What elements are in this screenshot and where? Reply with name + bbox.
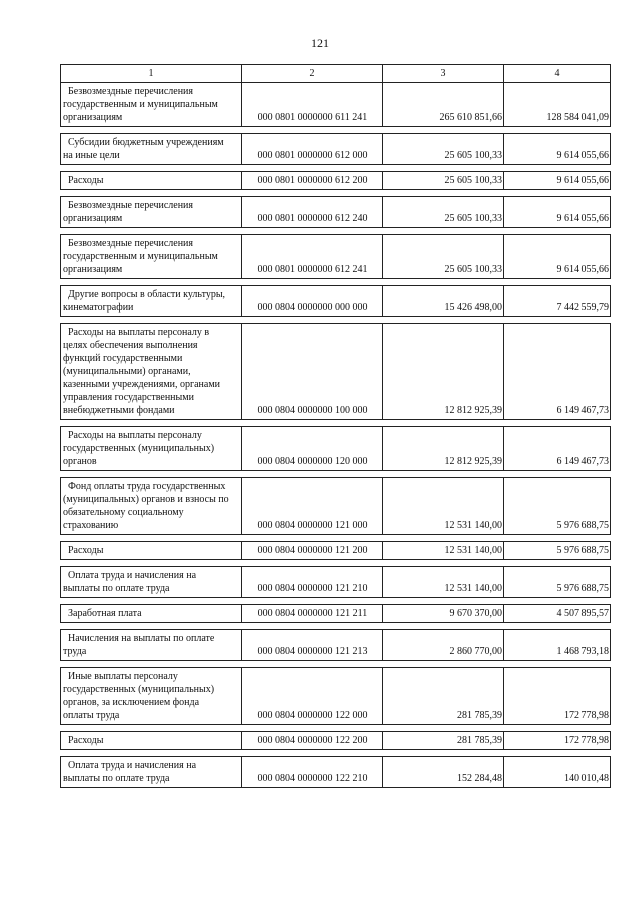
header-col-3: 3 — [383, 65, 504, 83]
gap-cell — [61, 190, 242, 197]
row-col3-cell: 265 610 851,66 — [383, 83, 504, 127]
table-row — [61, 83, 611, 127]
row-gap — [61, 725, 611, 732]
row-col3-cell: 25 605 100,33 — [383, 197, 504, 228]
row-gap — [61, 279, 611, 286]
row-col4-cell: 5 976 688,75 — [504, 567, 611, 598]
row-col4-cell: 128 584 041,09 — [504, 83, 611, 127]
row-name-line: (муниципальных) органов и взносы по — [63, 494, 229, 505]
gap-cell — [242, 471, 383, 478]
gap-cell — [61, 279, 242, 286]
row-name-cell — [61, 324, 242, 420]
gap-cell — [383, 165, 504, 172]
row-code-cell: 000 0801 0000000 612 240 — [242, 197, 383, 228]
gap-cell — [504, 165, 611, 172]
gap-cell — [61, 317, 242, 324]
row-gap — [61, 598, 611, 605]
gap-cell — [61, 623, 242, 630]
row-col4-cell: 1 468 793,18 — [504, 630, 611, 661]
row-name-line: государственным и муниципальным — [63, 251, 218, 262]
row-gap — [61, 535, 611, 542]
row-code-cell: 000 0804 0000000 121 213 — [242, 630, 383, 661]
gap-cell — [61, 725, 242, 732]
gap-cell — [242, 165, 383, 172]
header-col-1: 1 — [61, 65, 242, 83]
table-row — [61, 542, 611, 560]
gap-cell — [242, 725, 383, 732]
row-name-line: Расходы — [68, 545, 104, 556]
row-col3-cell: 281 785,39 — [383, 732, 504, 750]
gap-cell — [504, 535, 611, 542]
row-col3-cell: 25 605 100,33 — [383, 134, 504, 165]
table-row — [61, 732, 611, 750]
table-row — [61, 567, 611, 598]
row-name-line: оплаты труда — [63, 710, 120, 721]
header-col-2: 2 — [242, 65, 383, 83]
row-col4-cell: 172 778,98 — [504, 732, 611, 750]
gap-cell — [61, 127, 242, 134]
gap-cell — [504, 317, 611, 324]
row-name-line: страхованию — [63, 520, 119, 531]
row-code-cell: 000 0804 0000000 121 210 — [242, 567, 383, 598]
gap-cell — [383, 279, 504, 286]
table-row — [61, 757, 611, 788]
row-col4-cell: 9 614 055,66 — [504, 197, 611, 228]
row-code-cell: 000 0801 0000000 612 200 — [242, 172, 383, 190]
budget-table — [60, 64, 611, 788]
table-row — [61, 235, 611, 279]
gap-cell — [61, 228, 242, 235]
row-col3-cell: 152 284,48 — [383, 757, 504, 788]
table-row — [61, 172, 611, 190]
row-col4-cell: 5 976 688,75 — [504, 478, 611, 535]
row-name-line: организациям — [63, 112, 123, 123]
row-code-cell: 000 0804 0000000 122 200 — [242, 732, 383, 750]
row-name-line: Безвозмездные перечисления — [68, 86, 193, 97]
row-name-cell — [61, 427, 242, 471]
row-name-line: функций государственными — [63, 353, 183, 364]
gap-cell — [242, 317, 383, 324]
row-name-cell — [61, 134, 242, 165]
gap-cell — [61, 750, 242, 757]
table-row — [61, 605, 611, 623]
row-name-line: государственных (муниципальных) — [63, 443, 215, 454]
gap-cell — [242, 623, 383, 630]
row-name-line: Субсидии бюджетным учреждениям — [68, 137, 224, 148]
gap-cell — [61, 661, 242, 668]
row-name-cell — [61, 83, 242, 127]
table-body — [61, 83, 611, 788]
row-col3-cell: 12 812 925,39 — [383, 427, 504, 471]
row-name-line: Заработная плата — [68, 608, 142, 619]
row-name-line: кинематографии — [63, 302, 134, 313]
table-row — [61, 324, 611, 420]
row-col4-cell: 7 442 559,79 — [504, 286, 611, 317]
row-code-cell: 000 0804 0000000 121 000 — [242, 478, 383, 535]
row-name-line: Иные выплаты персоналу — [68, 671, 178, 682]
gap-cell — [504, 661, 611, 668]
row-name-line: Начисления на выплаты по оплате — [68, 633, 215, 644]
gap-cell — [242, 420, 383, 427]
row-col4-cell: 6 149 467,73 — [504, 324, 611, 420]
row-name-line: Расходы на выплаты персоналу в — [68, 327, 210, 338]
gap-cell — [504, 420, 611, 427]
gap-cell — [61, 560, 242, 567]
row-name-cell — [61, 630, 242, 661]
row-name-cell — [61, 478, 242, 535]
gap-cell — [504, 127, 611, 134]
gap-cell — [61, 165, 242, 172]
row-col4-cell: 172 778,98 — [504, 668, 611, 725]
row-col4-cell: 6 149 467,73 — [504, 427, 611, 471]
row-name-cell — [61, 668, 242, 725]
row-col3-cell: 12 531 140,00 — [383, 478, 504, 535]
row-name-cell — [61, 757, 242, 788]
row-name-line: органов — [63, 456, 97, 467]
row-name-cell — [61, 542, 242, 560]
gap-cell — [504, 598, 611, 605]
row-name-line: выплаты по оплате труда — [63, 583, 170, 594]
row-name-line: (муниципальными) органами, — [63, 366, 191, 377]
row-code-cell: 000 0804 0000000 000 000 — [242, 286, 383, 317]
row-name-line: организациям — [63, 213, 123, 224]
row-gap — [61, 750, 611, 757]
gap-cell — [504, 190, 611, 197]
gap-cell — [383, 317, 504, 324]
row-gap — [61, 560, 611, 567]
row-gap — [61, 420, 611, 427]
gap-cell — [242, 279, 383, 286]
gap-cell — [242, 598, 383, 605]
gap-cell — [383, 190, 504, 197]
row-name-line: казенными учреждениями, органами — [63, 379, 221, 390]
row-name-line: Безвозмездные перечисления — [68, 200, 193, 211]
row-gap — [61, 623, 611, 630]
row-name-line: органов, за исключением фонда — [63, 697, 200, 708]
row-name-line: Расходы на выплаты персоналу — [68, 430, 202, 441]
row-gap — [61, 127, 611, 134]
row-gap — [61, 471, 611, 478]
gap-cell — [242, 190, 383, 197]
gap-cell — [504, 750, 611, 757]
gap-cell — [61, 420, 242, 427]
row-name-cell — [61, 286, 242, 317]
row-name-line: Фонд оплаты труда государственных — [68, 481, 226, 492]
page-number: 121 — [311, 36, 329, 50]
row-gap — [61, 165, 611, 172]
row-name-line: государственным и муниципальным — [63, 99, 218, 110]
gap-cell — [383, 420, 504, 427]
row-name-line: на иные цели — [63, 150, 120, 161]
row-col4-cell: 9 614 055,66 — [504, 172, 611, 190]
row-code-cell: 000 0801 0000000 612 241 — [242, 235, 383, 279]
row-code-cell: 000 0801 0000000 611 241 — [242, 83, 383, 127]
row-code-cell: 000 0804 0000000 100 000 — [242, 324, 383, 420]
gap-cell — [383, 661, 504, 668]
gap-cell — [242, 535, 383, 542]
row-col4-cell: 140 010,48 — [504, 757, 611, 788]
row-name-line: труда — [63, 646, 87, 657]
gap-cell — [504, 560, 611, 567]
row-code-cell: 000 0804 0000000 121 200 — [242, 542, 383, 560]
row-name-line: управления государственными — [63, 392, 194, 403]
row-code-cell: 000 0804 0000000 120 000 — [242, 427, 383, 471]
row-name-cell — [61, 235, 242, 279]
row-col4-cell: 4 507 895,57 — [504, 605, 611, 623]
table-row — [61, 427, 611, 471]
row-gap — [61, 317, 611, 324]
row-col3-cell: 2 860 770,00 — [383, 630, 504, 661]
row-code-cell: 000 0804 0000000 122 000 — [242, 668, 383, 725]
row-name-line: Расходы — [68, 175, 104, 186]
row-name-cell — [61, 172, 242, 190]
gap-cell — [242, 560, 383, 567]
gap-cell — [242, 228, 383, 235]
row-name-cell — [61, 732, 242, 750]
gap-cell — [242, 661, 383, 668]
row-name-line: Другие вопросы в области культуры, — [68, 289, 226, 300]
gap-cell — [61, 535, 242, 542]
row-col4-cell: 9 614 055,66 — [504, 134, 611, 165]
row-col4-cell: 5 976 688,75 — [504, 542, 611, 560]
gap-cell — [383, 560, 504, 567]
row-name-line: Оплата труда и начисления на — [68, 570, 197, 581]
row-name-cell — [61, 605, 242, 623]
row-name-line: Безвозмездные перечисления — [68, 238, 193, 249]
row-name-line: Расходы — [68, 735, 104, 746]
row-code-cell: 000 0804 0000000 122 210 — [242, 757, 383, 788]
table-row — [61, 197, 611, 228]
table-header-row — [61, 65, 611, 83]
row-code-cell: 000 0804 0000000 121 211 — [242, 605, 383, 623]
row-col3-cell: 9 670 370,00 — [383, 605, 504, 623]
table-row — [61, 286, 611, 317]
row-col4-cell: 9 614 055,66 — [504, 235, 611, 279]
row-col3-cell: 15 426 498,00 — [383, 286, 504, 317]
gap-cell — [504, 279, 611, 286]
row-name-cell — [61, 197, 242, 228]
row-col3-cell: 25 605 100,33 — [383, 235, 504, 279]
row-code-cell: 000 0801 0000000 612 000 — [242, 134, 383, 165]
row-name-line: выплаты по оплате труда — [63, 773, 170, 784]
row-name-line: Оплата труда и начисления на — [68, 760, 197, 771]
gap-cell — [383, 228, 504, 235]
row-col3-cell: 12 531 140,00 — [383, 542, 504, 560]
table-row — [61, 478, 611, 535]
gap-cell — [383, 725, 504, 732]
row-col3-cell: 12 531 140,00 — [383, 567, 504, 598]
table-row — [61, 134, 611, 165]
row-name-line: организациям — [63, 264, 123, 275]
row-name-cell — [61, 567, 242, 598]
table-row — [61, 630, 611, 661]
gap-cell — [504, 228, 611, 235]
gap-cell — [383, 623, 504, 630]
gap-cell — [383, 535, 504, 542]
row-name-line: внебюджетными фондами — [63, 405, 175, 416]
gap-cell — [242, 127, 383, 134]
row-name-line: обязательному социальному — [63, 507, 184, 518]
gap-cell — [242, 750, 383, 757]
row-name-line: целях обеспечения выполнения — [63, 340, 198, 351]
row-gap — [61, 228, 611, 235]
gap-cell — [383, 471, 504, 478]
gap-cell — [61, 598, 242, 605]
gap-cell — [504, 725, 611, 732]
row-col3-cell: 25 605 100,33 — [383, 172, 504, 190]
gap-cell — [504, 471, 611, 478]
row-gap — [61, 190, 611, 197]
row-col3-cell: 12 812 925,39 — [383, 324, 504, 420]
table-row — [61, 668, 611, 725]
header-col-4: 4 — [504, 65, 611, 83]
row-col3-cell: 281 785,39 — [383, 668, 504, 725]
row-gap — [61, 661, 611, 668]
row-name-line: государственных (муниципальных) — [63, 684, 215, 695]
gap-cell — [383, 127, 504, 134]
gap-cell — [61, 471, 242, 478]
gap-cell — [383, 598, 504, 605]
gap-cell — [504, 623, 611, 630]
gap-cell — [383, 750, 504, 757]
